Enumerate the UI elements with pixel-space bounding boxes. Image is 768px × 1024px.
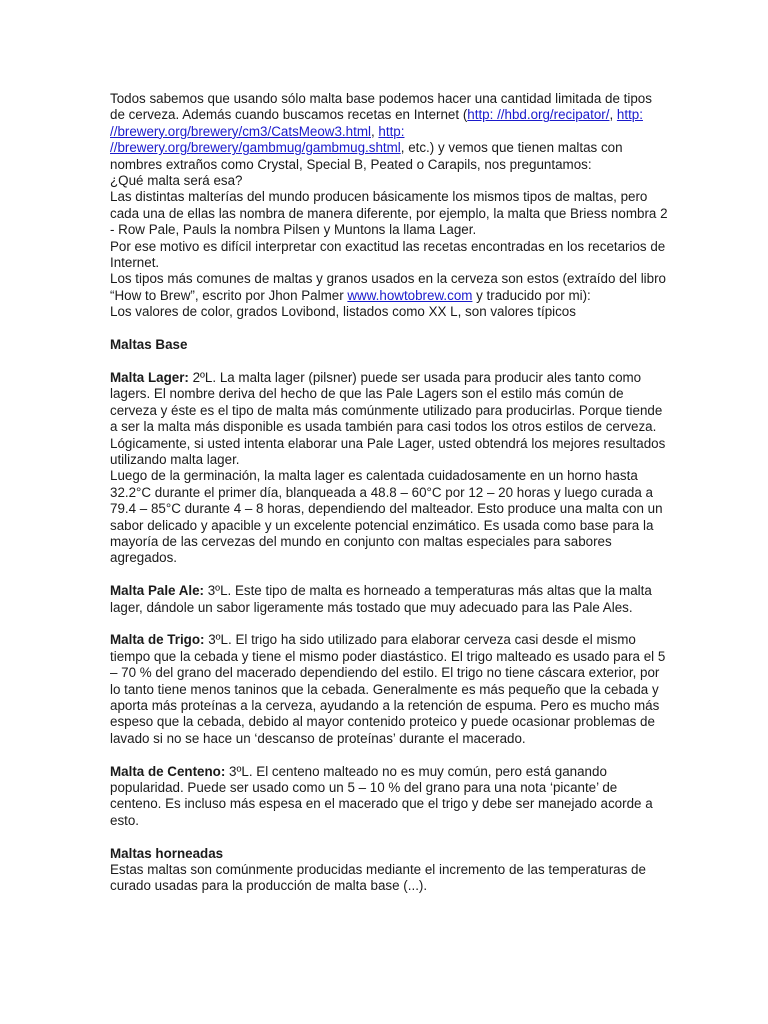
intro-text-2: , etc.) y vemos que tienen maltas con nombres extraños como Crystal, Special B, Peated o Carapils, nos preguntamos: — [110, 140, 623, 172]
term-malta-trigo: Malta de Trigo: — [110, 632, 205, 648]
intro-paragraph-valores: Los valores de color, grados Lovibond, listados como XX L, son valores típicos — [110, 304, 576, 320]
term-malta-pale-ale: Malta Pale Ale: — [110, 583, 205, 599]
paragraph-malta-trigo — [110, 632, 670, 747]
paragraph-malta-lager-2: Luego de la germinación, la malta lager es calentada cuidadosamente en un horno hasta 32.2°C durante el primer día, blanqueada a 48.8 – 60°C por 12 – 20 horas y luego curada a 79.4 – 85°C durante 4 – 8 horas, dependiendo del malteador. Esto produce una malta con un sabor delicado y apacible y un excelente potencial enzimático. Es usada como base para la mayoría de las cervezas del mundo en conjunto con maltas especiales para sabores agregados. — [110, 468, 663, 566]
separator: , — [609, 107, 617, 123]
separator: , — [370, 123, 379, 139]
paragraph-malta-pale-ale — [110, 583, 670, 616]
term-malta-centeno: Malta de Centeno: — [110, 763, 226, 779]
paragraph-maltas-horneadas: Estas maltas son comúnmente producidas mediante el incremento de las temperaturas de curado usadas para la producción de malta base (...). — [110, 862, 646, 894]
heading-maltas-base: Maltas Base — [110, 337, 188, 353]
heading-maltas-horneadas: Maltas horneadas — [110, 845, 224, 861]
link-gambmug[interactable]: http: //brewery.org/brewery/gambmug/gambmug.shtml — [110, 123, 405, 156]
term-malta-lager: Malta Lager: — [110, 369, 189, 385]
intro-question: ¿Qué malta será esa? — [110, 173, 243, 189]
paragraph-malta-centeno — [110, 764, 670, 830]
link-recipator[interactable]: http: //hbd.org/recipator/ — [467, 107, 610, 123]
intro-paragraph — [110, 91, 670, 173]
intro-paragraph-malterias: Las distintas malterías del mundo producen básicamente los mismos tipos de maltas, pero cada una de ellas las nombra de manera diferente, por ejemplo, la malta que Briess nombra 2 - Row Pale, Pauls la nombra Pilsen y Muntons la llama Lager. — [110, 189, 668, 238]
link-catsmeow[interactable]: http: //brewery.org/brewery/cm3/CatsMeow3.html — [110, 107, 643, 139]
intro-text-1: Todos sabemos que usando sólo malta base podemos hacer una cantidad limitada de tipos de cerveza. Además cuando buscamos recetas en Internet ( — [110, 91, 652, 123]
document-body — [110, 91, 670, 895]
link-howtobrew[interactable]: www.howtobrew.com — [347, 287, 473, 303]
malta-pale-ale-text: 3ºL. Este tipo de malta es horneado a temperaturas más altas que la malta lager, dándole un sabor ligeramente más tostado que muy adecuado para las Pale Ales. — [110, 583, 652, 615]
malta-lager-text: 2ºL. La malta lager (pilsner) puede ser usada para producir ales tanto como lagers. El nombre deriva del hecho de que las Pale Lagers son el estilo más común de cerveza y éste es el tipo de malta más comúnmente utilizado para producirlas. Porque tiende a ser la malta más disponible es usada también para casi todos los otros estilos de cerveza. Lógicamente, si usted intenta elaborar una Pale Lager, usted obtendrá los mejores resultados utilizando malta lager. — [110, 369, 666, 467]
intro-text-4a: Los tipos más comunes de maltas y granos usados en la cerveza son estos (extraído del libro “How to Brew”, escrito por Jhon Palmer — [110, 271, 666, 303]
paragraph-malta-lager — [110, 370, 670, 468]
intro-text-4b: y traducido por mi): — [472, 287, 591, 303]
intro-paragraph-motivo: Por ese motivo es difícil interpretar con exactitud las recetas encontradas en los recetarios de Internet. — [110, 238, 666, 271]
malta-trigo-text: 3ºL. El trigo ha sido utilizado para elaborar cerveza casi desde el mismo tiempo que la cebada y tiene el mismo poder diastástico. El trigo malteado es usado para el 5 – 70 % del grano del macerado dependiendo del estilo. El trigo no tiene cáscara exterior, por lo tanto tiene menos taninos que la cebada. Generalmente es más pequeño que la cebada y aporta más proteínas a la cerveza, ayudando a la retención de espuma. Pero es mucho más espeso que la cebada, debido al mayor contenido proteico y puede ocasionar problemas de lavado si no se hace un ‘descanso de proteínas’ durante el macerado. — [110, 632, 666, 746]
malta-centeno-text: 3ºL. El centeno malteado no es muy común, pero está ganando popularidad. Puede ser usado como un 5 – 10 % del grano para una nota ‘picante’ de centeno. Es incluso más espesa en el macerado que el trigo y debe ser manejado acorde a esto. — [110, 763, 653, 828]
intro-paragraph-tipos — [110, 271, 670, 304]
